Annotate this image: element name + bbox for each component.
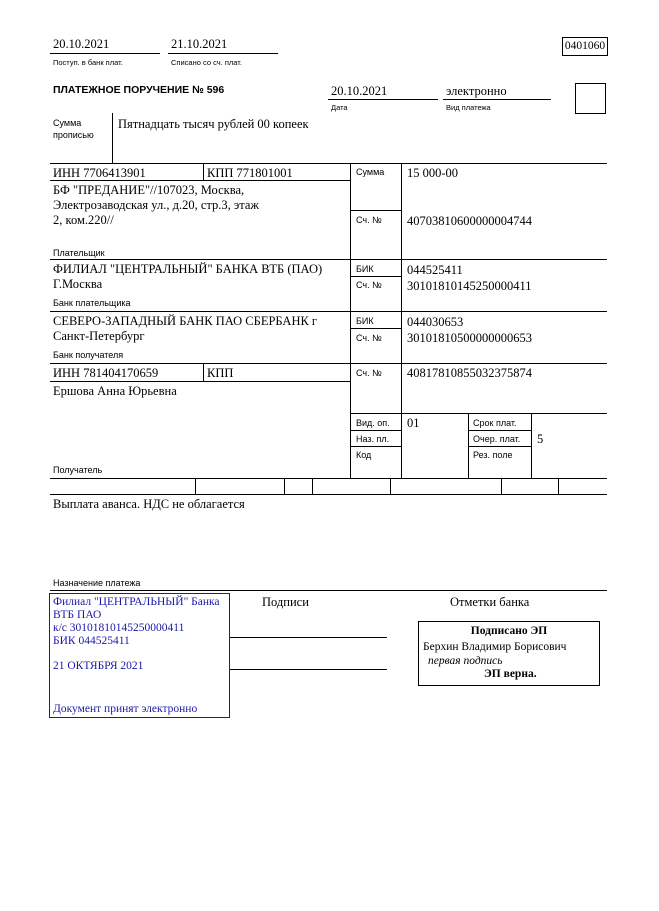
ocher-value: 5 — [537, 432, 544, 446]
payee-bank-label: Банк получателя — [53, 350, 124, 360]
payee-name: Ершова Анна Юрьевна — [53, 384, 177, 398]
amount-words-value: Пятнадцать тысяч рублей 00 копеек — [118, 117, 309, 131]
payer-bank-acc-label: Сч. № — [356, 280, 382, 290]
grid-line — [50, 259, 607, 260]
payee-label: Получатель — [53, 465, 103, 475]
date-label: Дата — [331, 103, 348, 112]
grid-line — [50, 478, 607, 479]
grid-line — [468, 430, 531, 431]
rez-label: Рез. поле — [473, 450, 513, 460]
grid-line — [350, 446, 401, 447]
payer-label: Плательщик — [53, 248, 105, 258]
debited-date: 21.10.2021 — [171, 37, 228, 51]
stamp-line-1: Филиал "ЦЕНТРАЛЬНЫЙ" Банка — [53, 596, 220, 608]
purpose-label: Назначение платежа — [53, 578, 141, 588]
grid-line — [350, 430, 401, 431]
form-code: 0401060 — [562, 37, 608, 56]
payer-bank-label: Банк плательщика — [53, 298, 131, 308]
payment-type-line — [443, 99, 551, 100]
received-date-label: Поступ. в банк плат. — [53, 58, 123, 67]
received-date: 20.10.2021 — [53, 37, 110, 51]
payer-name-2: Электрозаводская ул., д.20, стр.3, этаж — [53, 198, 260, 212]
payer-inn: ИНН 7706413901 — [53, 166, 146, 180]
grid-line — [50, 381, 350, 382]
payment-type-label: Вид платежа — [446, 103, 491, 112]
ep-sign-type: первая подпись — [428, 655, 503, 667]
grid-line — [401, 163, 402, 478]
amount-words-divider — [112, 113, 113, 163]
grid-line — [203, 363, 204, 381]
grid-line — [350, 413, 607, 414]
grid-line — [312, 478, 313, 494]
document-title: ПЛАТЕЖНОЕ ПОРУЧЕНИЕ № 596 — [53, 84, 225, 96]
signature-line-2 — [230, 669, 387, 670]
stamp-line-4: БИК 044525411 — [53, 635, 130, 647]
payer-account-value: 40703810600000004744 — [407, 214, 532, 228]
payee-bank-city: Санкт-Петербург — [53, 329, 145, 343]
stamp-accepted: Документ принят электронно — [53, 703, 198, 715]
payer-bank-acc: 30101810145250000411 — [407, 279, 532, 293]
amount-label: Сумма — [356, 167, 385, 177]
stamp-line-2: ВТБ ПАО — [53, 609, 102, 621]
grid-line — [203, 163, 204, 180]
grid-line — [390, 478, 391, 494]
amount-value: 15 000-00 — [407, 166, 459, 180]
payer-bank-bik: 044525411 — [407, 263, 463, 277]
debited-date-line — [168, 53, 278, 54]
payer-bank-city: Г.Москва — [53, 277, 103, 291]
kod-label: Код — [356, 450, 372, 460]
payment-type-value: электронно — [446, 84, 507, 98]
amount-words-label-1: Сумма — [53, 118, 82, 128]
grid-line — [468, 446, 531, 447]
grid-line — [284, 478, 285, 494]
received-date-line — [50, 53, 160, 54]
grid-line — [501, 478, 502, 494]
grid-line — [531, 413, 532, 478]
grid-line — [350, 163, 351, 478]
status-box — [575, 83, 606, 114]
debited-date-label: Списано со сч. плат. — [171, 58, 242, 67]
payee-kpp: КПП — [207, 366, 234, 380]
signature-line-1 — [230, 637, 387, 638]
srok-label: Срок плат. — [473, 418, 517, 428]
grid-line — [50, 494, 607, 495]
payee-bank-bik: 044030653 — [407, 315, 464, 329]
payee-bank-name: СЕВЕРО-ЗАПАДНЫЙ БАНК ПАО СБЕРБАНК г — [53, 314, 318, 328]
ep-status: ЭП верна. — [484, 668, 537, 680]
grid-line — [50, 311, 607, 312]
stamp-date: 21 ОКТЯБРЯ 2021 — [53, 660, 144, 672]
payee-bank-bik-label: БИК — [356, 316, 374, 326]
payee-acc: 40817810855032375874 — [407, 366, 532, 380]
grid-line — [350, 328, 401, 329]
amount-words-label-2: прописью — [53, 130, 94, 140]
payer-kpp: КПП 771801001 — [207, 166, 293, 180]
ep-signer: Берхин Владимир Борисович — [423, 641, 567, 653]
stamp-line-3: к/с 30101810145250000411 — [53, 622, 185, 634]
purpose-text: Выплата аванса. НДС не облагается — [53, 497, 245, 511]
payer-bank-bik-label: БИК — [356, 264, 374, 274]
payee-bank-acc: 30101810500000000653 — [407, 331, 532, 345]
payer-bank-name: ФИЛИАЛ "ЦЕНТРАЛЬНЫЙ" БАНКА ВТБ (ПАО) — [53, 262, 323, 276]
signatures-label: Подписи — [262, 595, 309, 609]
grid-line — [350, 276, 401, 277]
payer-name-3: 2, ком.220// — [53, 213, 114, 227]
payee-inn: ИНН 781404170659 — [53, 366, 159, 380]
purpose-line — [50, 590, 607, 591]
ep-title: Подписано ЭП — [470, 625, 548, 637]
ocher-label: Очер. плат. — [473, 434, 521, 444]
grid-line — [195, 478, 196, 494]
payer-account-label: Сч. № — [356, 215, 382, 225]
payer-name-1: БФ "ПРЕДАНИЕ"//107023, Москва, — [53, 183, 245, 197]
grid-line — [558, 478, 559, 494]
payee-acc-label: Сч. № — [356, 368, 382, 378]
naz-pl-label: Наз. пл. — [356, 434, 390, 444]
date-line — [328, 99, 438, 100]
grid-line — [350, 210, 401, 211]
grid-line — [50, 163, 607, 164]
grid-line — [468, 413, 469, 478]
vid-op-value: 01 — [407, 416, 420, 430]
grid-line — [50, 363, 607, 364]
date-value: 20.10.2021 — [331, 84, 388, 98]
payee-bank-acc-label: Сч. № — [356, 333, 382, 343]
vid-op-label: Вид. оп. — [356, 418, 390, 428]
bank-marks-label: Отметки банка — [450, 595, 530, 609]
